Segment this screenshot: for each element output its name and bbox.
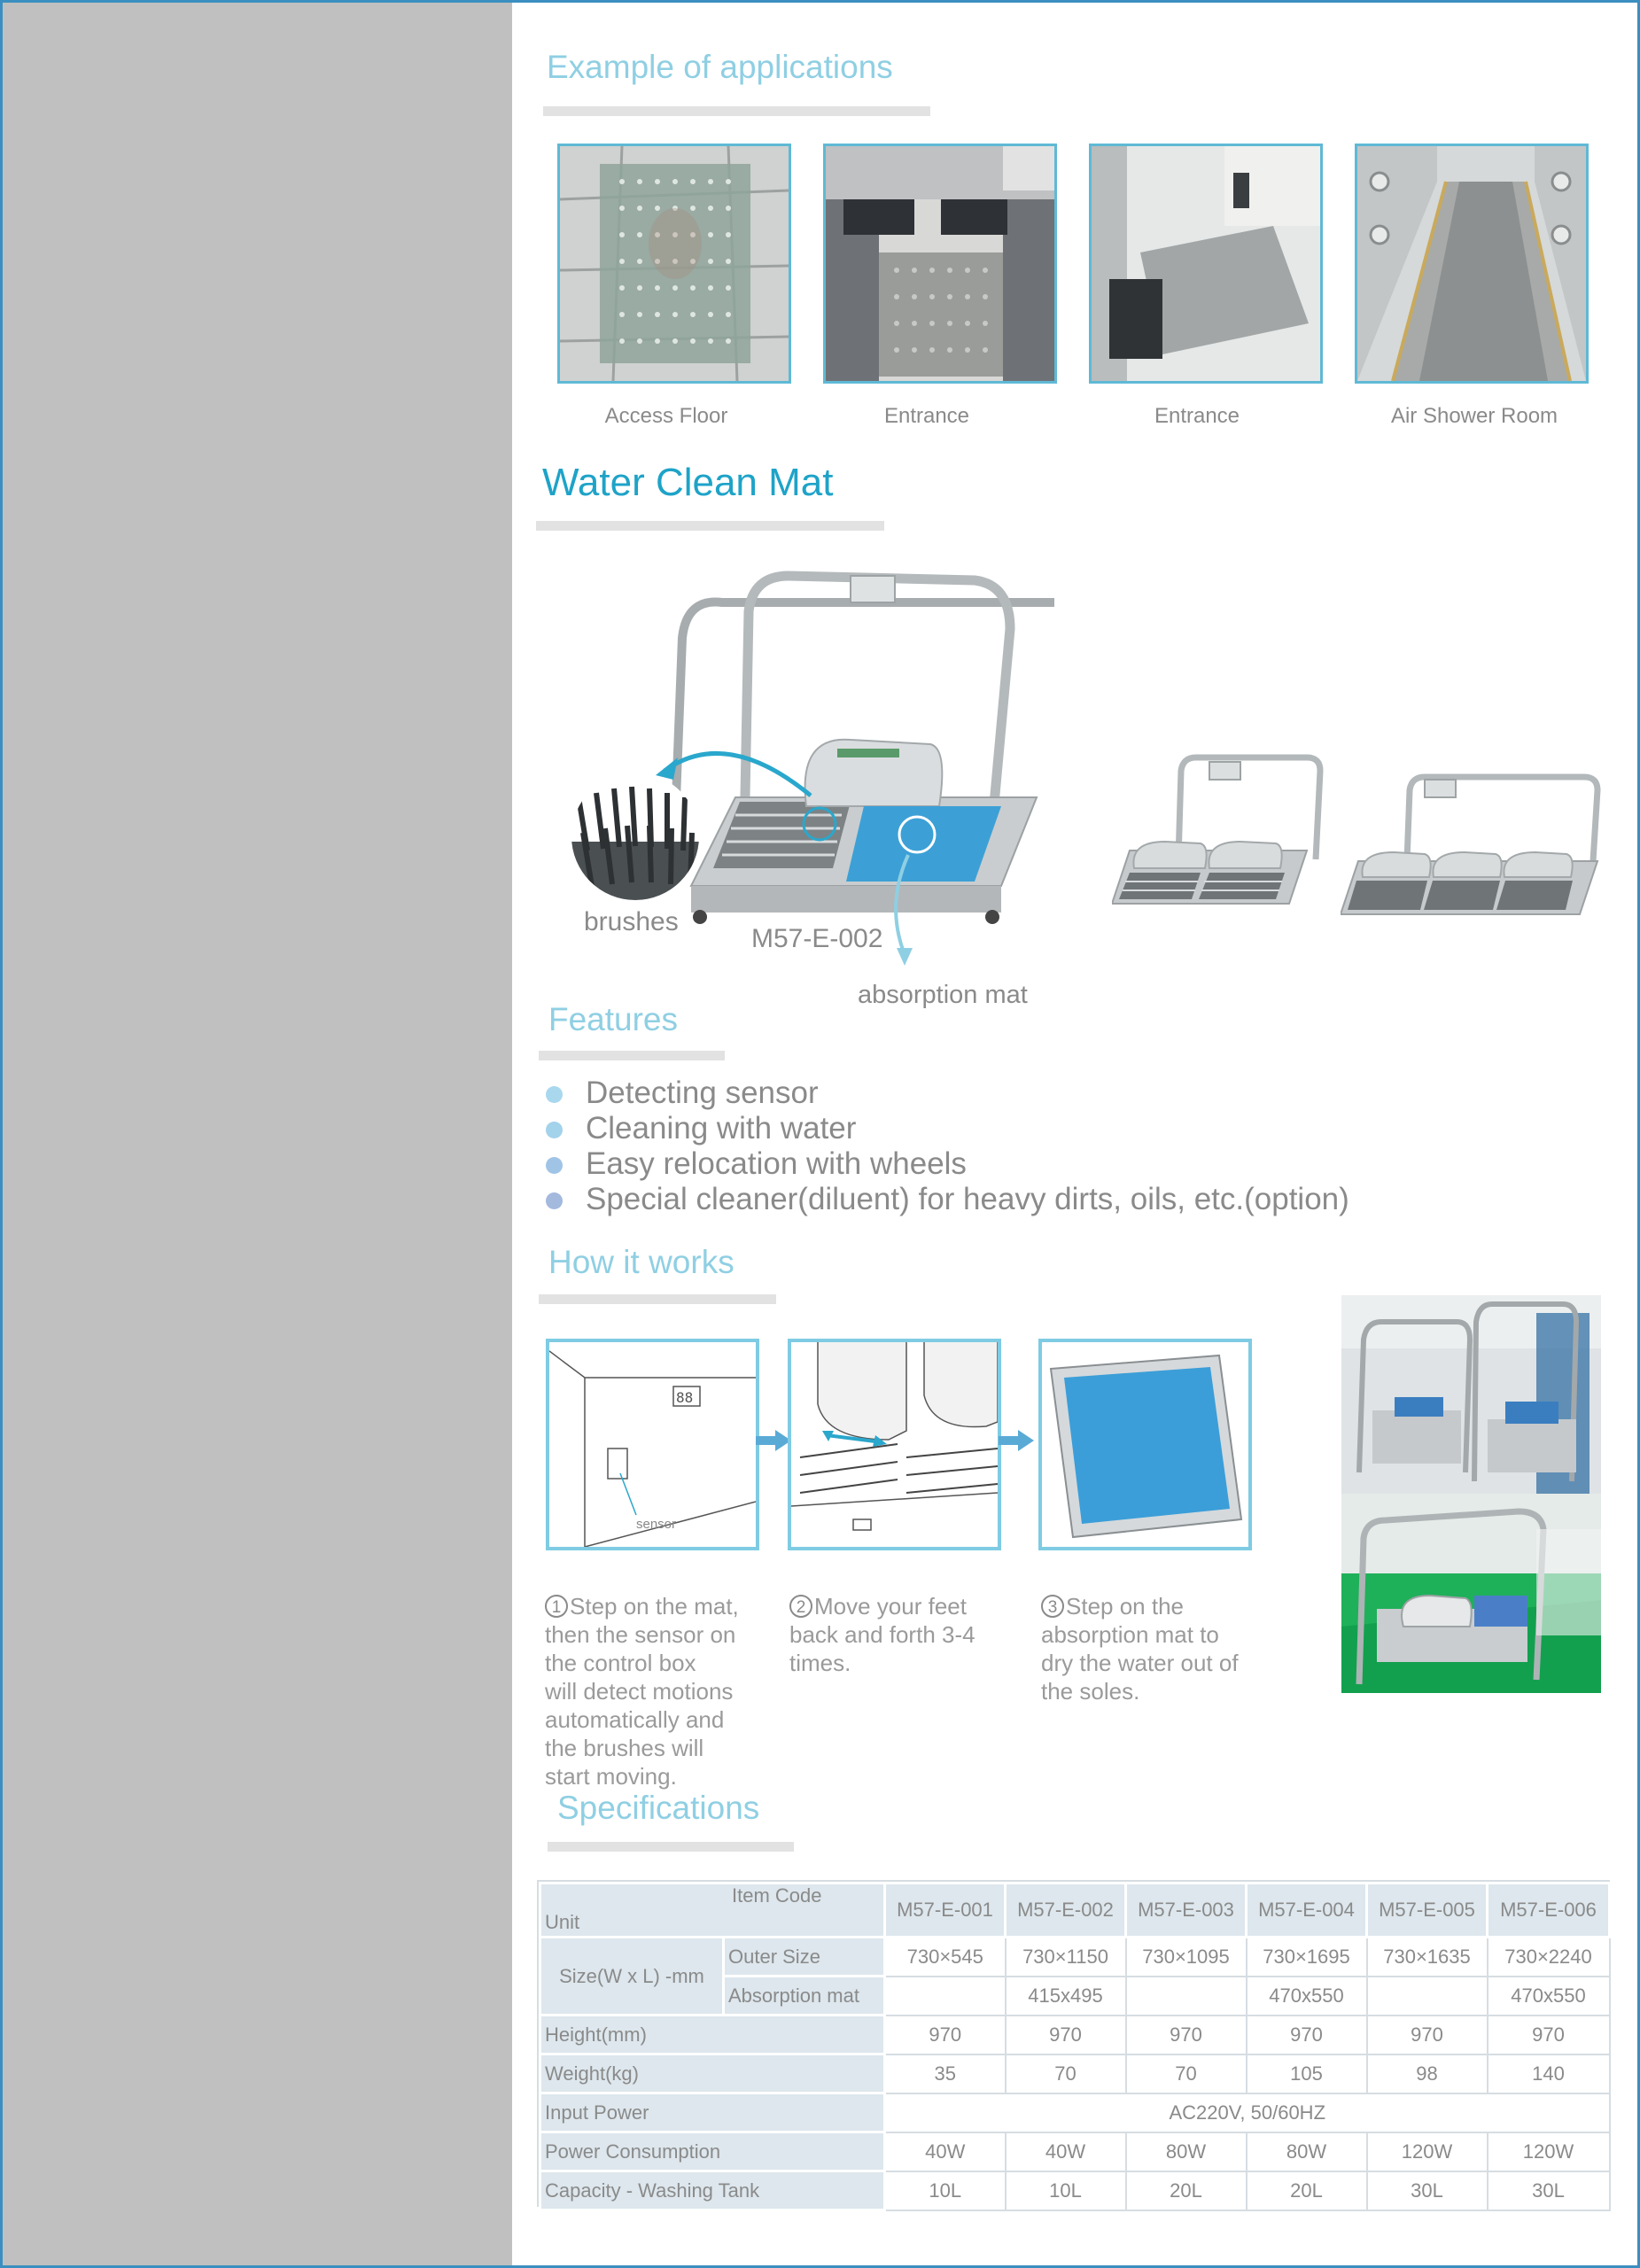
step-description: Step on the mat, then the sensor on the control box will detect motions automatically and the brushes will start moving.: [545, 1593, 739, 1790]
table-cell: 970: [1247, 2016, 1367, 2054]
table-cell: 730×1150: [1006, 1938, 1126, 1977]
installation-photo-bottom: [1341, 1494, 1601, 1693]
absorption-mat-sketch: [1042, 1342, 1248, 1547]
item-code-label: Item Code: [732, 1884, 822, 1907]
features-underbar: [539, 1051, 725, 1060]
table-cell: 35: [885, 2054, 1006, 2093]
left-sidebar-panel: [0, 0, 512, 2268]
bullet-dot-icon: [546, 1086, 563, 1103]
input-power-label: Input Power: [540, 2093, 885, 2132]
applications-heading: Example of applications: [547, 49, 893, 85]
table-cell: 970: [1006, 2016, 1126, 2054]
entrance-mat-image: [1092, 146, 1320, 381]
specifications-table: [539, 1882, 1611, 2211]
frame-top-line: [0, 0, 1640, 3]
feature-text: Cleaning with water: [586, 1111, 857, 1146]
table-cell: [1126, 1977, 1247, 2016]
step-1-diagram: [546, 1339, 759, 1550]
table-cell: [1367, 1977, 1488, 2016]
table-row: [540, 1938, 1610, 1977]
caption-entrance-2: Entrance: [1154, 404, 1240, 428]
entrance-mat-photo: [1089, 144, 1323, 384]
table-cell: [885, 1977, 1006, 2016]
table-cell: 120W: [1367, 2132, 1488, 2171]
control-box-sketch: [549, 1342, 756, 1547]
entrance-gate-image: [826, 146, 1054, 381]
air-shower-room-image: [1357, 146, 1586, 381]
step-2-text: [789, 1564, 975, 1677]
step-1-text: [545, 1564, 739, 1790]
access-floor-image: [560, 146, 789, 381]
bullet-dot-icon: [546, 1192, 563, 1209]
table-cell: 120W: [1488, 2132, 1610, 2171]
model-header: M57-E-006: [1488, 1884, 1610, 1938]
caption-access-floor: Access Floor: [604, 404, 728, 428]
table-cell: 40W: [885, 2132, 1006, 2171]
caption-air-shower-room: Air Shower Room: [1390, 404, 1558, 428]
features-list: [544, 1076, 1349, 1217]
caption-entrance-1: Entrance: [883, 404, 970, 428]
step-number-icon: 3: [1041, 1595, 1064, 1618]
model-header: M57-E-004: [1247, 1884, 1367, 1938]
step-arrow-icon: [999, 1430, 1034, 1451]
features-heading: Features: [548, 1001, 679, 1037]
model-header: M57-E-001: [885, 1884, 1006, 1938]
table-cell: 970: [1367, 2016, 1488, 2054]
step-description: Move your feet back and forth 3-4 times.: [789, 1593, 975, 1676]
table-cell: 470x550: [1247, 1977, 1367, 2016]
table-cell: 20L: [1126, 2171, 1247, 2210]
access-floor-photo: [557, 144, 791, 384]
feature-item: [544, 1182, 1349, 1217]
table-cell: 730×2240: [1488, 1938, 1610, 1977]
table-cell: 98: [1367, 2054, 1488, 2093]
step-number-icon: 1: [545, 1595, 568, 1618]
table-row: [540, 2016, 1610, 2054]
table-cell: 970: [1488, 2016, 1610, 2054]
outer-size-label: Outer Size: [724, 1938, 885, 1977]
table-cell: 140: [1488, 2054, 1610, 2093]
brushes-closeup: [570, 771, 701, 902]
air-shower-room-photo: [1355, 144, 1589, 384]
feet-brushing-sketch: [791, 1342, 998, 1547]
triple-unit-mat-image: [1341, 773, 1602, 941]
unit-label: Unit: [545, 1911, 580, 1933]
weight-label: Weight(kg): [540, 2054, 885, 2093]
table-cell: 730×1695: [1247, 1938, 1367, 1977]
specifications-underbar: [548, 1842, 794, 1852]
feature-text: Easy relocation with wheels: [586, 1146, 967, 1181]
table-cell: 70: [1126, 2054, 1247, 2093]
feature-item: [544, 1111, 1349, 1146]
applications-underbar: [543, 106, 930, 116]
step-3-text: [1041, 1564, 1239, 1705]
height-label: Height(mm): [540, 2016, 885, 2054]
how-it-works-heading: How it works: [548, 1244, 735, 1280]
power-consumption-label: Power Consumption: [540, 2132, 885, 2171]
input-power-value: AC220V, 50/60HZ: [885, 2093, 1610, 2132]
brushes-label: brushes: [584, 907, 679, 936]
feature-item: [544, 1146, 1349, 1182]
bullet-dot-icon: [546, 1157, 563, 1174]
step-arrow-icon: [756, 1430, 791, 1451]
double-unit-mat-image: [1112, 753, 1325, 930]
table-cell: 20L: [1247, 2171, 1367, 2210]
table-cell: 970: [885, 2016, 1006, 2054]
table-row: [540, 2171, 1610, 2210]
table-cell: 730×1635: [1367, 1938, 1488, 1977]
absorption-mat-size-label: Absorption mat: [724, 1977, 885, 2016]
table-row: [540, 2132, 1610, 2171]
table-cell: 10L: [1006, 2171, 1126, 2210]
capacity-label: Capacity - Washing Tank: [540, 2171, 885, 2210]
table-row: [540, 2093, 1610, 2132]
step-2-diagram: [788, 1339, 1001, 1550]
model-label: M57-E-002: [751, 924, 883, 953]
table-header-row: [540, 1884, 1610, 1938]
table-cell: 730×545: [885, 1938, 1006, 1977]
table-cell: 40W: [1006, 2132, 1126, 2171]
step-number-icon: 2: [789, 1595, 812, 1618]
table-cell: 30L: [1367, 2171, 1488, 2210]
feature-text: Detecting sensor: [586, 1076, 819, 1110]
table-cell: 415x495: [1006, 1977, 1126, 2016]
table-cell: 30L: [1488, 2171, 1610, 2210]
absorption-mat-label: absorption mat: [858, 981, 1028, 1009]
model-header: M57-E-003: [1126, 1884, 1247, 1938]
table-cell: 105: [1247, 2054, 1367, 2093]
table-cell: 80W: [1126, 2132, 1247, 2171]
sensor-label: sensor: [636, 1517, 677, 1532]
step-3-diagram: [1038, 1339, 1252, 1550]
table-cell: 10L: [885, 2171, 1006, 2210]
model-header: M57-E-005: [1367, 1884, 1488, 1938]
svg-text:88: 88: [676, 1389, 694, 1406]
table-row: [540, 2054, 1610, 2093]
feature-item: [544, 1076, 1349, 1111]
specifications-heading: Specifications: [557, 1790, 760, 1826]
table-cell: 970: [1126, 2016, 1247, 2054]
frame-left-line: [0, 0, 3, 2268]
table-cell: 470x550: [1488, 1977, 1610, 2016]
table-cell: 80W: [1247, 2132, 1367, 2171]
item-code-unit-header: [540, 1884, 885, 1938]
product-title: Water Clean Mat: [542, 461, 834, 504]
bullet-dot-icon: [546, 1122, 563, 1138]
table-cell: 730×1095: [1126, 1938, 1247, 1977]
step-description: Step on the absorption mat to dry the water out of the soles.: [1041, 1593, 1239, 1705]
feature-text: Special cleaner(diluent) for heavy dirts, oils, etc.(option): [586, 1182, 1349, 1216]
product-title-underbar: [536, 521, 884, 531]
size-label: Size(W x L) -mm: [540, 1938, 724, 2016]
entrance-gate-photo: [823, 144, 1057, 384]
installation-photo-top: [1341, 1295, 1601, 1494]
table-cell: 70: [1006, 2054, 1126, 2093]
how-it-works-underbar: [539, 1294, 776, 1304]
model-header: M57-E-002: [1006, 1884, 1126, 1938]
